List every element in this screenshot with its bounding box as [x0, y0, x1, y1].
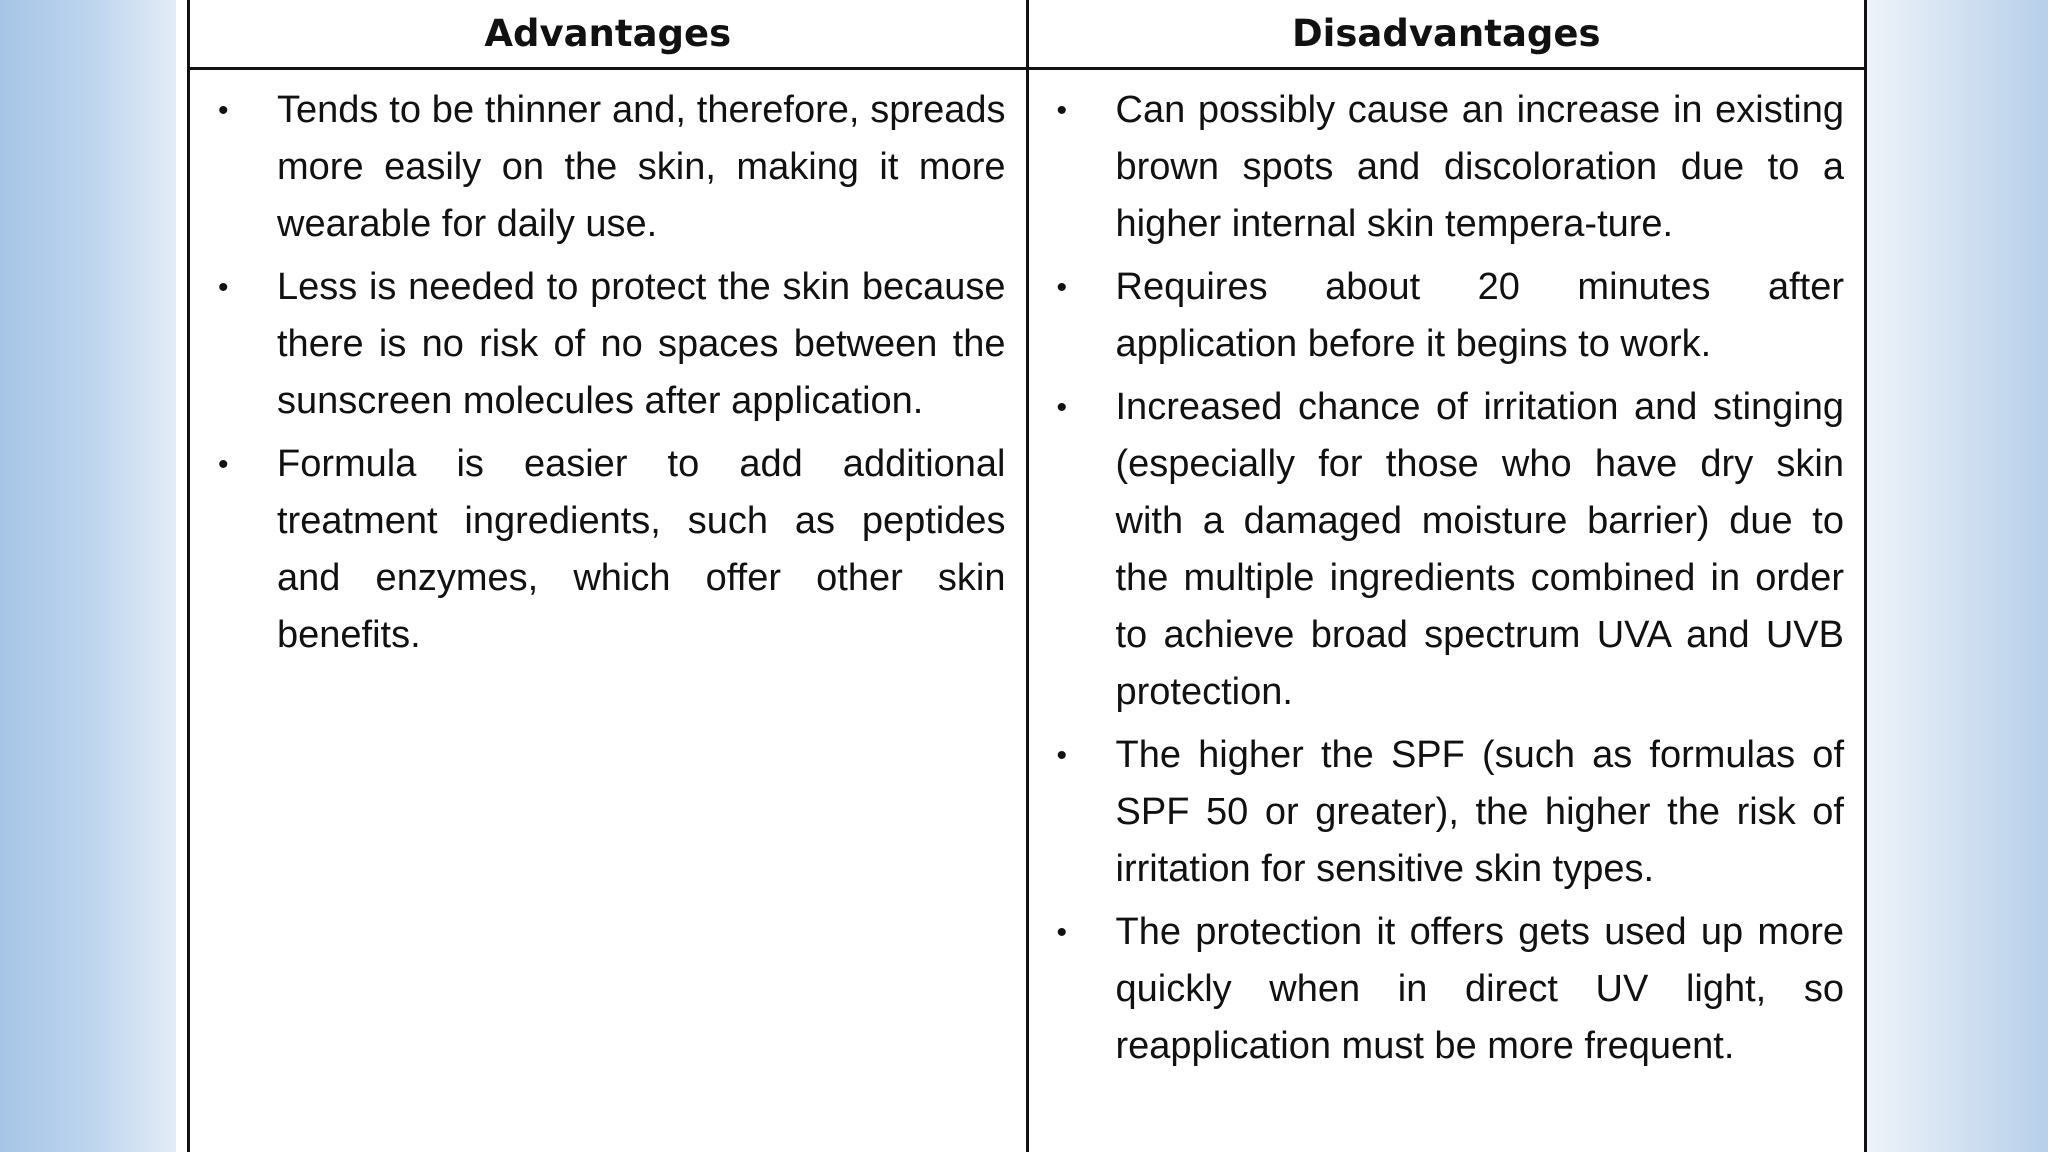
bullet-icon: •: [1056, 271, 1068, 304]
list-item: [1051, 904, 1845, 1075]
list-item-text: Can possibly cause an increase in existing brown spots and discoloration due to a higher internal skin tempera-ture.: [1115, 89, 1844, 245]
list-item: [212, 259, 1006, 430]
list-item: [1051, 379, 1845, 721]
disadvantages-column: [1026, 70, 1865, 1152]
right-background: [1866, 0, 2048, 1152]
list-item-text: The higher the SPF (such as formulas of SPF 50 or greater), the higher the risk of irritation for sensitive skin types.: [1115, 734, 1844, 890]
disadvantages-list: [1051, 82, 1845, 1075]
list-item-text: Increased chance of irritation and stinging (especially for those who have dry skin with a damaged moisture barrier) due to the multiple ingredients combined in order to achieve broad spectrum UVA and UVB protection.: [1115, 386, 1844, 713]
list-item: [212, 82, 1006, 253]
header-advantages: Advantages: [484, 12, 732, 55]
bullet-icon: •: [1056, 916, 1068, 949]
advantages-list: [212, 82, 1006, 664]
header-disadvantages: Disadvantages: [1026, 0, 1865, 67]
list-item: [1051, 82, 1845, 253]
comparison-table: [187, 0, 1867, 1152]
bullet-icon: •: [1056, 94, 1068, 127]
left-background: [0, 0, 176, 1152]
list-item: [212, 436, 1006, 664]
bullet-icon: •: [218, 271, 229, 304]
list-item-text: The protection it offers gets used up more quickly when in direct UV light, so reapplication must be more frequent.: [1115, 911, 1844, 1067]
table-body: [190, 70, 1864, 1152]
bullet-icon: •: [1056, 739, 1068, 772]
list-item: [1051, 259, 1845, 373]
list-item: [1051, 727, 1845, 898]
bullet-icon: •: [1056, 391, 1068, 424]
list-item-text: Less is needed to protect the skin because there is no risk of no spaces between the sunscreen molecules after application.: [277, 266, 1006, 422]
table-header: [190, 0, 1864, 70]
list-item-text: Tends to be thinner and, therefore, spreads more easily on the skin, making it more wearable for daily use.: [277, 89, 1006, 245]
list-item-text: Formula is easier to add additional treatment ingredients, such as peptides and enzymes, which offer other skin benefits.: [277, 443, 1006, 656]
list-item-text: Requires about 20 minutes after application before it begins to work.: [1115, 266, 1844, 365]
bullet-icon: •: [218, 448, 229, 481]
document-page: [176, 0, 1866, 1152]
advantages-column: [190, 70, 1026, 1152]
bullet-icon: •: [218, 94, 229, 127]
